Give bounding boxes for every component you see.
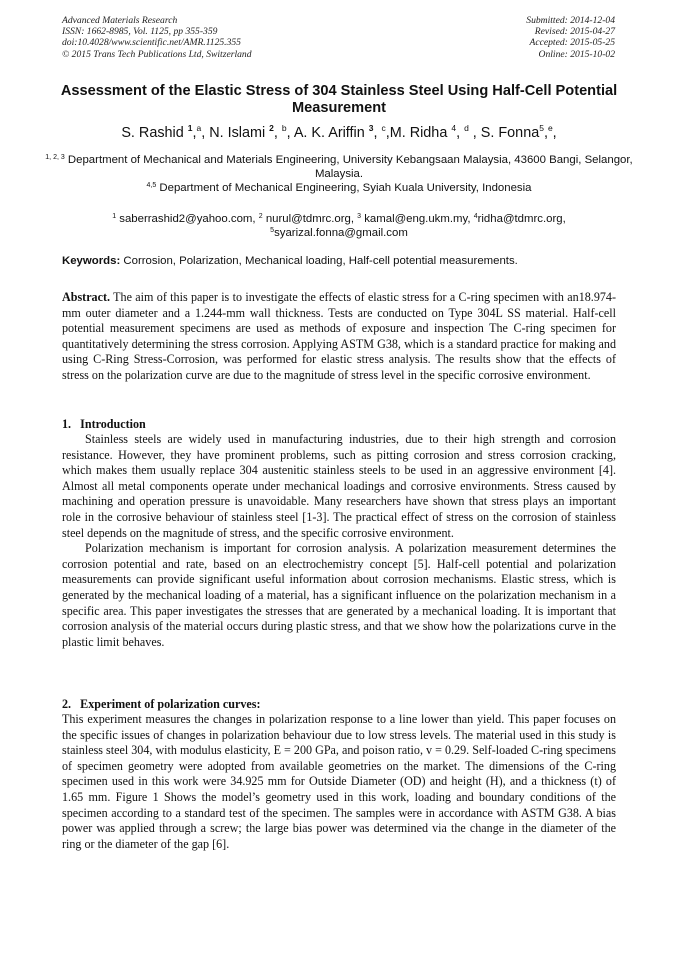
paragraph: Stainless steels are widely used in manufacturing industries, due to their high strength and corrosion resistance. However, they have prominent problems, such as pitting corrosion and stress corrosion cracking, which makes them usually replace 304 austenitic stainless steels to be used in an aggressive environment [4]. Almost all metal components operate under mechanical loadings and corrosive environments. Stress caused by machining and operation pressure is unavoidable. Many researchers have shown that stress plays an important role in the corrosive behaviour of stainless steel [1-3]. The practical effect of stress on the corrosion of stainless steel depends on the magnitude of stress, and the specific corrosive environment. [62,432,616,540]
email-address[interactable]: saberrashid2@yahoo.com, [116,213,259,225]
author-email-letter: e [547,123,553,133]
author-email-letter: b [281,123,287,133]
author-email-letter: c [381,123,386,133]
dates-header [526,15,615,60]
section-heading-introduction: 1. Introduction [62,417,146,431]
keywords-label: Keywords: [62,255,121,267]
affiliation-text: Department of Mechanical Engineering, Syiah Kuala University, Indonesia [156,182,532,194]
revised-date: Revised: 2015-04-27 [534,26,615,38]
journal-name: Advanced Materials Research [62,15,178,26]
email-address[interactable]: kamal@eng.ukm.my, [361,213,474,225]
author-affil-number: 1 [187,123,193,133]
doi: doi:10.4028/www.scientific.net/AMR.1125.355 [62,37,241,49]
section-heading-experiment: 2. Experiment of polarization curves: [62,697,261,711]
affiliation-text: Department of Mechanical and Materials Engineering, University Kebangsaan Malaysia, 43600 Bangi, Selangor, Malaysia. [64,154,633,180]
author-list: S. Rashid $^1$,$^a$, N. Islami $^2$, $^b$, A. K. Ariffin $^3$, $^c$,M. Ridha $^4$, $^d$ , S. Fonna$^5$,$^e$, [121,123,557,141]
author: S. Rashid [121,125,188,141]
copyright: © 2015 Trans Tech Publications Ltd, Switzerland [62,48,252,60]
keywords-text: Corrosion, Polarization, Mechanical loading, Half-cell potential measurements. [120,255,518,267]
author: M. Ridha [389,125,452,141]
abstract-label: Abstract. [62,290,111,304]
email-superscript: 2 [258,213,263,220]
journal-header [62,15,252,60]
author-affil-number: 5 [539,123,544,133]
author: S. Fonna [480,125,540,141]
abstract [62,290,616,384]
paper-title: Assessment of the Elastic Stress of 304 Stainless Steel Using Half-Cell Potential Measurement [60,83,618,116]
affiliation-superscript: 4,5 [146,182,157,189]
email-superscript: 4 [473,213,478,220]
author-affil-number: 4 [451,123,457,133]
paragraph: This experiment measures the changes in polarization response to a line lower than yield. This paper focuses on the specific issues of changes in polarization behaviour due to low stress levels. The material used in this study is stainless steel 304, with modulus elasticity, E = 200 GPa, and poison ratio, v = 0.29. Self-loaded C-ring specimens of specimen geometry were adopted from available geometries on the market. The dimensions of the C-ring specimen used in this work were 34.925 mm for Outside Diameter (OD) and height (H), and a thickness (t) of 1.65 mm. Figure 1 Shows the model’s geometry used in this work, loading and boundary conditions of the specimen according to a standard test of the specimen. The samples were in accordance with ASTM G38. A bias power was applied through a screw; the large bias power was determined via the change in the diameter of the ring or the diameter of the gap [6]. [62,712,616,851]
online-date: Online: 2015-10-02 [538,48,615,60]
paragraph: Polarization mechanism is important for corrosion analysis. A polarization measurement determines the corrosion potential and rate, based on an electrochemistry concept [5]. Half-cell potential and polarization measurements can provide significant useful information about corrosion mechanisms. Elastic stress, which is generated by the mechanical loading of a material, has a significant influence on the polarization mechanism in a specific area. This paper investigates the stresses that are generated by a mechanical loading. It is important that corrosion analysis of the material occurs during plastic stress, and that we show how the polarizations curve in the plastic limit behaves. [62,541,616,649]
author-affil-number: 2 [269,123,274,133]
abstract-text: The aim of this paper is to investigate the effects of elastic stress for a C-ring specimen with an18.974-mm outer diameter and a 1.244-mm wall thickness. Tests are conducted on Type 304L SS material. Half-cell potential measurement specimens are used as methods of exposure and inspection The C-ring specimen for quantitatively determining the stress corrosion. Applying ASTM G38, which is a standard practice for making and using C-Ring Stress-Corrosion, was performed for elastic stress analysis. The results show that the effects of stress on the polarization curve are due to the magnitude of stress level in the specific corrosive environment. [62,290,616,382]
email-superscript: 5 [270,227,275,234]
author-email-letter: a [196,123,202,133]
submitted-date: Submitted: 2014-12-04 [526,15,615,26]
affiliation-ukm [40,153,638,181]
affiliation-unsyiah [40,181,638,195]
email-list [40,212,638,240]
author: N. Islami [209,125,270,141]
email-address[interactable]: nurul@tdmrc.org, [262,213,358,225]
affiliation-superscript: 1, 2, 3 [45,154,65,161]
author: A. K. Ariffin [293,125,369,141]
email-superscript: 1 [112,213,117,220]
author-email-letter: d [464,123,469,133]
accepted-date: Accepted: 2015-05-25 [529,37,615,49]
email-address[interactable]: syarizal.fonna@gmail.com [274,227,408,239]
email-superscript: 3 [357,213,362,220]
keywords [62,254,622,268]
issn: ISSN: 1662-8985, Vol. 1125, pp 355-359 [62,26,218,38]
author-affil-number: 3 [368,123,374,133]
section-body-experiment [62,712,616,852]
email-address[interactable]: ridha@tdmrc.org, [477,213,566,225]
section-body-introduction [62,432,616,650]
